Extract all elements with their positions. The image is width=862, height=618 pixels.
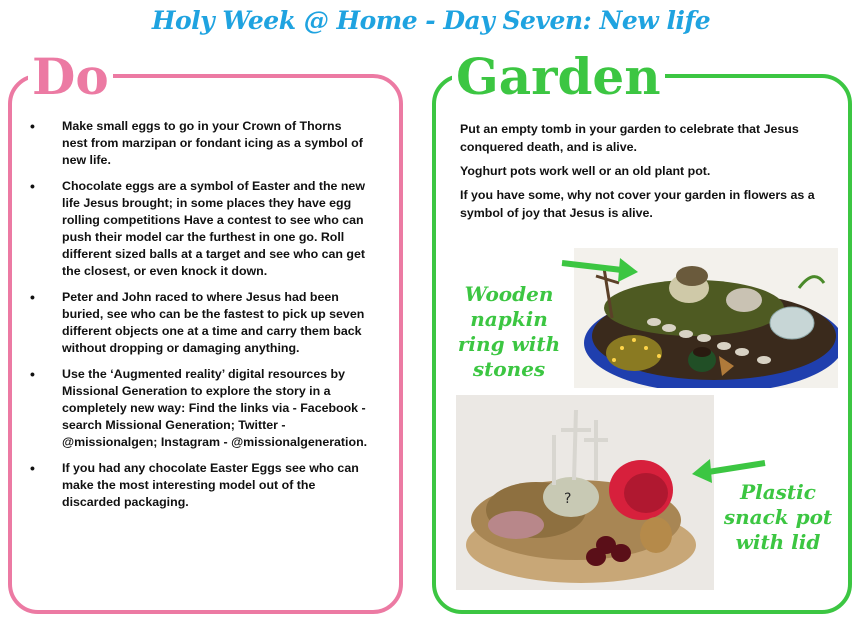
svg-text:?: ?	[564, 491, 572, 507]
napkin-ring-callout	[440, 282, 578, 382]
garden-text	[460, 120, 830, 228]
arrow-right-icon	[560, 255, 640, 285]
list-item: • Use the ‘Augmented reality’ digital resources by Missional Generation to explore the story in a completely new way: Find the links via - Facebook - search Missional Generation; Twitter - @missionalgen; Instagram - @missionalgeneration.	[30, 366, 370, 451]
callout-line: Wooden napkin	[464, 282, 554, 331]
snack-pot-garden-photo	[456, 395, 714, 590]
callout-line: with lid	[735, 530, 821, 554]
list-item: • Chocolate eggs are a symbol of Easter and the new life Jesus brought; in some places they have egg rolling competitions Have a contest to see who can push their model car the furthest in one go. Roll different sized balls at a target and see who can get the closest, or even knock it down.	[30, 178, 370, 280]
list-item: • Make small eggs to go in your Crown of Thorns nest from marzipan or fondant icing as a symbol of new life.	[30, 118, 370, 169]
callout-line: stones	[472, 357, 546, 381]
callout-line: Plastic	[740, 480, 816, 504]
callout-line: ring with	[457, 332, 561, 356]
list-item: • Peter and John raced to where Jesus had been buried, see who can be the fastest to pick up seven different objects one at a time and carry them back without dropping or damaging anything.	[30, 289, 370, 357]
garden-paragraph: Put an empty tomb in your garden to celebrate that Jesus conquered death, and is alive.	[460, 122, 799, 154]
garden-paragraph: Yoghurt pots work well or an old plant pot.	[460, 164, 711, 178]
garden-heading: Garden	[452, 52, 665, 102]
do-list	[30, 118, 370, 520]
callout-line: snack pot	[723, 505, 833, 529]
do-heading: Do	[28, 52, 113, 102]
snack-pot-callout	[718, 480, 838, 555]
list-item: • If you had any chocolate Easter Eggs see who can make the most interesting model out of the discarded packaging.	[30, 460, 370, 511]
page-title: Holy Week @ Home - Day Seven: New life	[151, 6, 711, 35]
garden-paragraph: If you have some, why not cover your garden in flowers as a symbol of joy that Jesus is alive.	[460, 188, 815, 220]
